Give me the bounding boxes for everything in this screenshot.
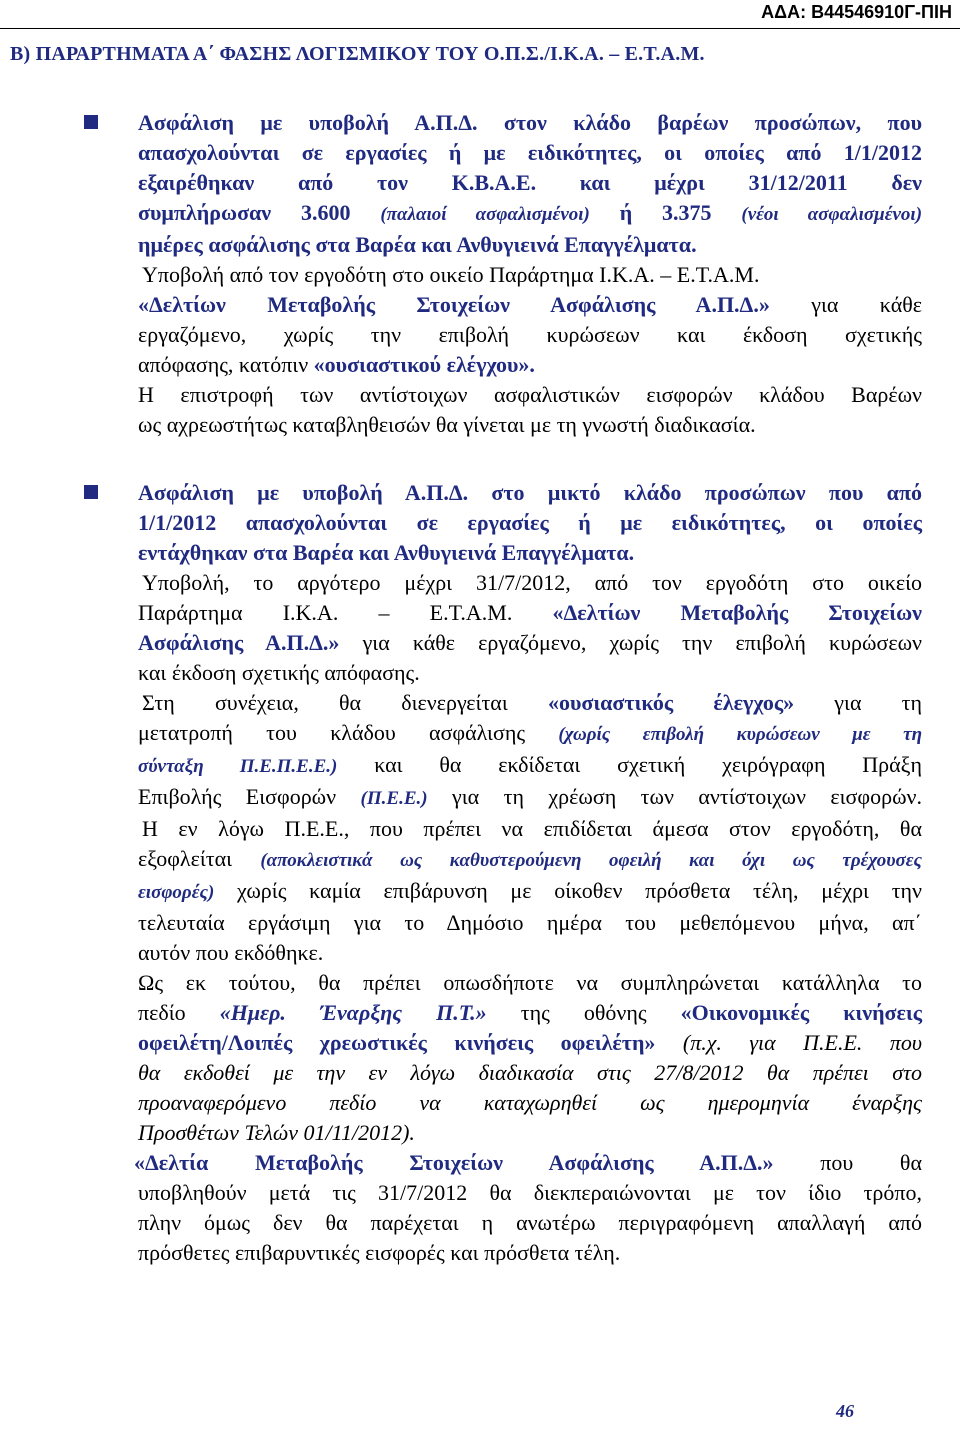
text-line: Παράρτημα Ι.Κ.Α. – Ε.Τ.Α.Μ. «Δελτίων Μεταβολής Στοιχείων (138, 600, 923, 625)
text-line: Υποβολή από τον εργοδότη στο οικείο Παράρτημα Ι.Κ.Α. – Ε.Τ.Α.Μ. (142, 262, 760, 287)
text-line: Η εν λόγω Π.Ε.Ε., που πρέπει να επιδίδεται άμεσα στον εργοδότη, θα (142, 816, 922, 841)
page-number: 46 (836, 1401, 854, 1421)
text-line: «Δελτίων Μεταβολής Στοιχείων Ασφάλισης Α.Π.Δ.» για κάθε (138, 292, 922, 317)
text-line: υποβληθούν μετά τις 31/7/2012 θα διεκπεραιώνονται με τον ίδιο τρόπο, (138, 1180, 922, 1205)
paragraph-heavy-branch (138, 108, 922, 440)
text-line: Ασφάλιση με υποβολή Α.Π.Δ. στο μικτό κλάδο προσώπων που από (138, 480, 922, 505)
text-line: ημέρες ασφάλισης στα Βαρέα και Ανθυγιεινά Επαγγέλματα. (138, 232, 697, 257)
text-line: πρόσθετες επιβαρυντικές εισφορές και πρόσθετα τέλη. (138, 1240, 621, 1265)
text-line: Ασφάλιση με υποβολή Α.Π.Δ. στον κλάδο βαρέων προσώπων, που (138, 110, 922, 135)
text-line: «Δελτία Μεταβολής Στοιχείων Ασφάλισης Α.Π.Δ.» που θα (134, 1150, 922, 1175)
text-line: απόφασης, κατόπιν «ουσιαστικού ελέγχου». (138, 352, 535, 377)
text-line: εργαζόμενο, χωρίς την επιβολή κυρώσεων και έκδοση σχετικής (138, 322, 922, 347)
text-line: Ως εκ τούτου, θα πρέπει οπωσδήποτε να συμπληρώνεται κατάλληλα το (138, 970, 922, 995)
text-line: πεδίο «Ημερ. Έναρξης Π.Τ.» της οθόνης «Οικονομικές κινήσεις (138, 1000, 923, 1025)
text-line: οφειλέτη/Λοιπές χρεωστικές κινήσεις οφειλέτη» (π.χ. για Π.Ε.Ε. που (138, 1030, 922, 1055)
text-line: Ασφάλισης Α.Π.Δ.» για κάθε εργαζόμενο, χωρίς την επιβολή κυρώσεων (138, 630, 922, 655)
text-line: εντάχθηκαν στα Βαρέα και Ανθυγιεινά Επαγγέλματα. (138, 540, 635, 565)
ada-code: ΑΔΑ: Β44546910Γ-ΠΙΗ (761, 2, 952, 22)
text-line: θα εκδοθεί με την εν λόγω διαδικασία στις 27/8/2012 θα πρέπει στο (138, 1060, 922, 1085)
text-line: εισφορές) χωρίς καμία επιβάρυνση με οίκοθεν πρόσθετα τέλη, μέχρι την (138, 878, 922, 903)
text-line: αυτόν που εκδόθηκε. (138, 940, 324, 965)
text-line: εξοφλείται (αποκλειστικά ως καθυστερούμενη οφειλή και όχι ως τρέχουσες (138, 846, 923, 871)
text-line: συμπλήρωσαν 3.600 (παλαιοί ασφαλισμένοι) ή 3.375 (νέοι ασφαλισμένοι) (138, 200, 923, 225)
text-line: προαναφερόμενο πεδίο να καταχωρηθεί ως ημερομηνία έναρξης (138, 1090, 922, 1115)
text-line: Επιβολής Εισφορών (Π.Ε.Ε.) για τη χρέωση των αντίστοιχων εισφορών. (138, 784, 922, 809)
text-line: μετατροπή του κλάδου ασφάλισης (χωρίς επιβολή κυρώσεων με τη (138, 720, 923, 745)
text-line: πλην όμως δεν θα παρέχεται η ανωτέρω περιγραφόμενη απαλλαγή από (138, 1210, 922, 1235)
text-line: απασχολούνται σε εργασίες ή με ειδικότητες, οι οποίες από 1/1/2012 (138, 140, 922, 165)
text-line: 1/1/2012 απασχολούνται σε εργασίες ή με ειδικότητες, οι οποίες (138, 510, 922, 535)
text-line: εξαιρέθηκαν από τον Κ.Β.Α.Ε. και μέχρι 31/12/2011 δεν (138, 170, 922, 195)
paragraph-mixed-branch (134, 478, 923, 1268)
section-heading: B) ΠΑΡΑΡΤΗΜΑΤΑ Α΄ ΦΑΣΗΣ ΛΟΓΙΣΜΙΚΟΥ ΤΟΥ Ο.Π.Σ./Ι.Κ.Α. – Ε.Τ.Α.Μ. (10, 43, 705, 65)
text-line: τελευταία εργάσιμη για το Δημόσιο ημέρα του μεθεπόμενου μήνα, απ΄ (138, 910, 922, 935)
bullet-square-icon (84, 485, 98, 499)
text-line: Η επιστροφή των αντίστοιχων ασφαλιστικών εισφορών κλάδου Βαρέων (138, 382, 922, 407)
text-line: Υποβολή, το αργότερο μέχρι 31/7/2012, από τον εργοδότη στο οικείο (142, 570, 922, 595)
text-line: και έκδοση σχετικής απόφασης. (138, 660, 420, 685)
text-line: Στη συνέχεια, θα διενεργείται «ουσιαστικός έλεγχος» για τη (142, 690, 922, 715)
bullet-square-icon (84, 115, 98, 129)
text-line: σύνταξη Π.Ε.Π.Ε.Ε.) και θα εκδίδεται σχετική χειρόγραφη Πράξη (138, 752, 922, 777)
text-line: ως αχρεωστήτως καταβληθεισών θα γίνεται με τη γνωστή διαδικασία. (138, 412, 756, 437)
header-divider (0, 28, 960, 29)
text-line: Προσθέτων Τελών 01/11/2012). (138, 1120, 415, 1145)
